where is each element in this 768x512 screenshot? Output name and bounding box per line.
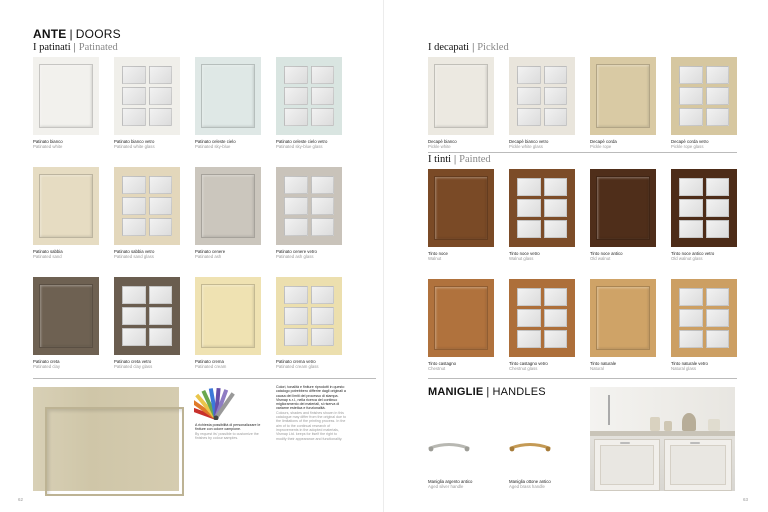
- door-caption: [195, 359, 265, 369]
- caption-italian: Tinto noce antico: [590, 251, 623, 256]
- caption-italian: Tinto castagno vetro: [509, 361, 548, 366]
- door-caption: [195, 139, 265, 149]
- colour-fan-icon: [194, 386, 238, 420]
- glass-door-swatch: [114, 277, 180, 355]
- caption-english: Patinated sky-blue: [195, 144, 231, 149]
- caption-italian: Tinto naturale: [590, 361, 617, 366]
- section-english: Painted: [459, 154, 491, 165]
- caption-english: Patinated ash glass: [276, 254, 314, 259]
- glass-door-swatch: [509, 169, 575, 247]
- brass-handle-icon: [509, 440, 551, 454]
- caption-english: Patinated clay: [33, 364, 60, 369]
- door-caption: [428, 251, 498, 261]
- caption-italian: Patinato sabbia vetro: [114, 249, 155, 254]
- caption-italian: Maniglia argento antico: [428, 479, 473, 484]
- door-caption: [276, 249, 346, 259]
- door-caption: [276, 139, 346, 149]
- caption-english: Pickle white glass: [509, 144, 543, 149]
- divider: [33, 378, 376, 379]
- caption-english: Patinated white: [33, 144, 63, 149]
- caption-italian: Patinato creta: [33, 359, 60, 364]
- section-english: Patinated: [78, 42, 118, 53]
- glass-door-swatch: [671, 169, 737, 247]
- caption-italian: Patinato celeste cielo: [195, 139, 236, 144]
- door-caption: [590, 139, 660, 149]
- title-italian: MANIGLIE: [428, 386, 484, 398]
- caption-italian: Patinato celeste cielo vetro: [276, 139, 328, 144]
- caption-italian: Decapè bianco: [428, 139, 457, 144]
- door-caption: [33, 139, 103, 149]
- door-caption: [509, 361, 579, 371]
- painted-heading: I tinti | Painted: [428, 154, 491, 165]
- divider: [428, 378, 737, 379]
- door-caption: [428, 139, 498, 149]
- caption-english: Pickle white: [428, 144, 451, 149]
- handle-caption: [509, 479, 579, 489]
- door-caption: [428, 361, 498, 371]
- caption-italian: Patinato creta vetro: [114, 359, 152, 364]
- caption-english: Aged silver handle: [428, 484, 464, 489]
- caption-italian: Tinto noce vetro: [509, 251, 540, 256]
- panel-door-swatch: [33, 57, 99, 135]
- caption-italian: Decapè bianco vetro: [509, 139, 549, 144]
- caption-italian: Patinato crema vetro: [276, 359, 316, 364]
- caption-english: Patinated clay glass: [114, 364, 153, 369]
- disclaimer-italian: Colori, tonalità e finiture riprodotti in questo catalogo potrebbero differire dagli originali a causa dei limiti del processo di stampa. Vismap s.r.l., nella ricerca del continuo miglioramento dei materiali, si riserva di variarne estetica e funzionalità.: [276, 385, 346, 411]
- title-english: DOORS: [75, 27, 121, 41]
- section-italian: I decapati: [428, 42, 470, 53]
- caption-italian: Tinto naturale vetro: [671, 361, 708, 366]
- panel-door-swatch: [590, 57, 656, 135]
- title-english: HANDLES: [492, 386, 546, 398]
- panel-door-swatch: [33, 277, 99, 355]
- caption-italian: Patinato sabbia: [33, 249, 63, 254]
- door-caption: [509, 251, 579, 261]
- door-caption: [114, 249, 184, 259]
- caption-english: Chestnut: [428, 366, 446, 371]
- panel-door-swatch: [428, 57, 494, 135]
- caption-italian: Patinato cenere vetro: [276, 249, 317, 254]
- panel-door-swatch: [428, 279, 494, 357]
- caption-italian: Maniglia ottone antico: [509, 479, 551, 484]
- panel-door-swatch: [33, 167, 99, 245]
- page-number-right: 63: [743, 497, 749, 502]
- panel-door-swatch: [590, 169, 656, 247]
- caption-italian: Patinato cenere: [195, 249, 226, 254]
- caption-english: Walnut glass: [509, 256, 534, 261]
- handle-caption: [428, 479, 498, 489]
- caption-english: Patinated sky-blue glass: [276, 144, 323, 149]
- door-caption: [671, 139, 741, 149]
- caption-italian: Patinato bianco vetro: [114, 139, 155, 144]
- caption-italian: Tinto noce antico vetro: [671, 251, 715, 256]
- caption-english: Patinated ash: [195, 254, 222, 259]
- silver-handle-icon: [428, 440, 470, 454]
- caption-english: Natural glass: [671, 366, 697, 371]
- panel-door-swatch: [195, 57, 261, 135]
- glass-door-swatch: [276, 277, 342, 355]
- kitchen-photo: [590, 387, 735, 491]
- doors-title: ANTE | DOORS: [33, 27, 121, 41]
- pickled-heading: I decapati | Pickled: [428, 42, 509, 53]
- disclaimer-english: Colours, shades and finishes shown in this catalogue may differ from the original due to the limitations of the printing process. In the aim of to the continual research of improvements in the adopted materials, Vismap Ltd. keeps for itself the right to modify their appearance and functionality.: [276, 410, 347, 441]
- caption-english: Pickle rope glass: [671, 144, 704, 149]
- panel-door-swatch: [195, 277, 261, 355]
- caption-english: Patinated sand: [33, 254, 62, 259]
- caption-italian: Patinato crema: [195, 359, 224, 364]
- panel-door-swatch: [428, 169, 494, 247]
- section-italian: I patinati: [33, 42, 71, 53]
- section-italian: I tinti: [428, 154, 452, 165]
- handles-title: MANIGLIE | HANDLES: [428, 386, 546, 398]
- caption-english: Aged brass handle: [509, 484, 545, 489]
- door-caption: [276, 359, 346, 369]
- page-number-left: 62: [18, 497, 24, 502]
- door-caption: [671, 251, 741, 261]
- caption-english: Patinated white glass: [114, 144, 155, 149]
- glass-door-swatch: [671, 279, 737, 357]
- caption-english: Patinated cream glass: [276, 364, 319, 369]
- note-english: By request its' possible to customize the finishes by colour samples.: [195, 431, 259, 440]
- divider: [428, 152, 737, 153]
- glass-door-swatch: [114, 57, 180, 135]
- door-caption: [671, 361, 741, 371]
- panel-door-swatch: [590, 279, 656, 357]
- caption-italian: Patinato bianco: [33, 139, 63, 144]
- caption-english: Patinated cream: [195, 364, 227, 369]
- caption-italian: Tinto castagno: [428, 361, 457, 366]
- glass-door-swatch: [509, 279, 575, 357]
- caption-english: Patinated sand glass: [114, 254, 154, 259]
- page-gutter: [383, 0, 384, 512]
- caption-italian: Decapè corda vetro: [671, 139, 709, 144]
- caption-italian: Tinto noce: [428, 251, 448, 256]
- section-english: Pickled: [477, 42, 509, 53]
- glass-door-swatch: [276, 57, 342, 135]
- caption-english: Chestnut glass: [509, 366, 538, 371]
- door-caption: [590, 361, 660, 371]
- door-caption: [33, 249, 103, 259]
- print-disclaimer: [276, 385, 348, 441]
- door-detail-photo: [33, 387, 179, 491]
- caption-english: Old walnut: [590, 256, 611, 261]
- glass-door-swatch: [671, 57, 737, 135]
- title-italian: ANTE: [33, 27, 67, 41]
- caption-italian: Decapè corda: [590, 139, 617, 144]
- caption-english: Old walnut glass: [671, 256, 703, 261]
- glass-door-swatch: [276, 167, 342, 245]
- door-caption: [114, 359, 184, 369]
- glass-door-swatch: [114, 167, 180, 245]
- patinated-heading: I patinati | Patinated: [33, 42, 118, 53]
- door-caption: [509, 139, 579, 149]
- glass-door-swatch: [509, 57, 575, 135]
- caption-english: Walnut: [428, 256, 442, 261]
- door-caption: [195, 249, 265, 259]
- caption-english: Natural: [590, 366, 604, 371]
- door-caption: [590, 251, 660, 261]
- panel-door-swatch: [195, 167, 261, 245]
- note-italian: A richiesta possibilità di personalizzare le finiture con colore campione.: [195, 423, 261, 432]
- door-caption: [114, 139, 184, 149]
- caption-english: Pickle rope: [590, 144, 612, 149]
- door-caption: [33, 359, 103, 369]
- custom-colour-note: [195, 423, 267, 440]
